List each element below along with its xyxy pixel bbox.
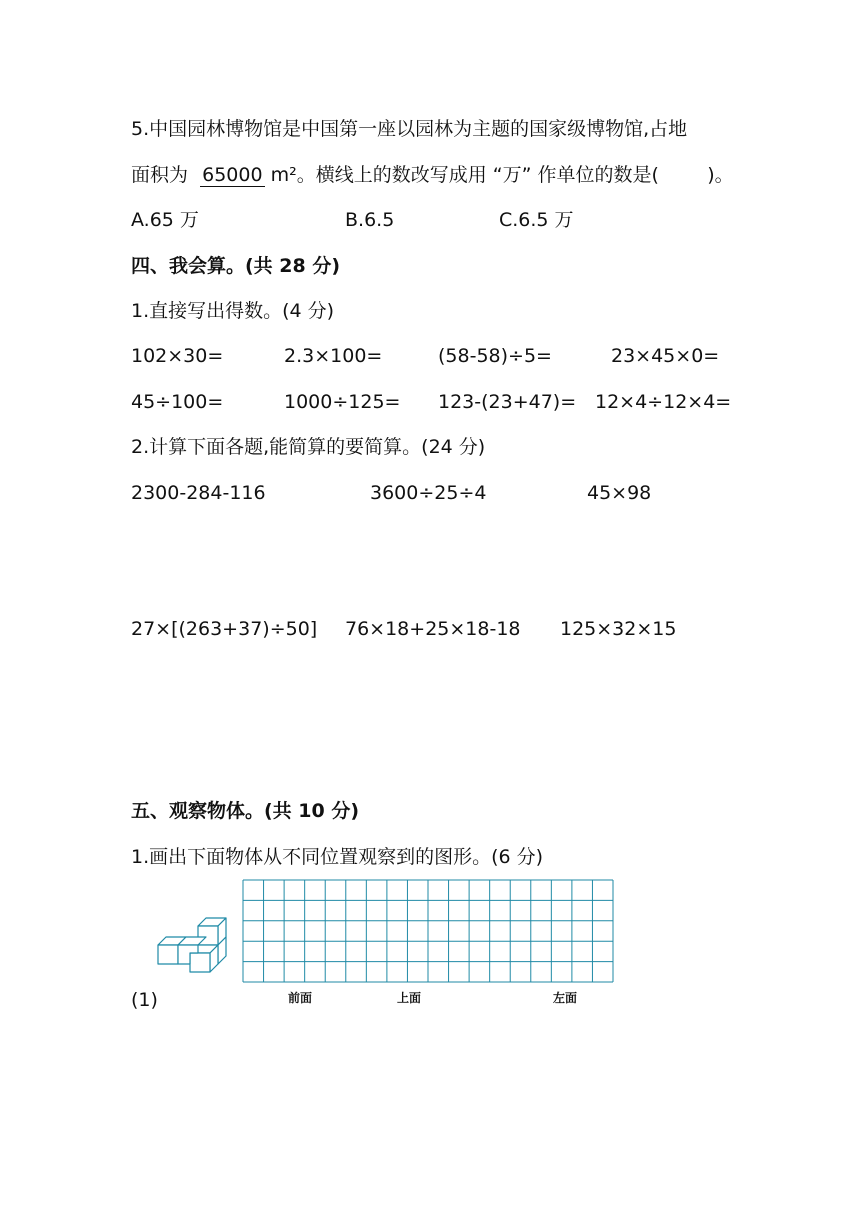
q5-answer-blank[interactable] <box>659 164 707 186</box>
calc-item: 2.3×100= <box>284 345 383 367</box>
calc-item: 102×30= <box>131 345 224 367</box>
grid-label-left: 左面 <box>553 991 578 1005</box>
calc-item: 45×98 <box>587 482 652 504</box>
section5-heading: 五、观察物体。(共 10 分) <box>131 800 360 822</box>
section4-q2-title: 2.计算下面各题,能简算的要简算。(24 分) <box>131 436 486 458</box>
section5-q1-title: 1.画出下面物体从不同位置观察到的图形。(6 分) <box>131 846 544 868</box>
calc-item: 123-(23+47)= <box>438 391 577 413</box>
calc-item: 45÷100= <box>131 391 224 413</box>
cube-figure <box>150 915 230 977</box>
q5-line1: 5.中国园林博物馆是中国第一座以园林为主题的国家级博物馆,占地 <box>131 118 688 140</box>
calc-item: (58-58)÷5= <box>438 345 552 367</box>
q5-option-b[interactable]: B.6.5 <box>345 209 395 231</box>
calc-item: 27×[(263+37)÷50] <box>131 618 318 640</box>
sub-question-label: (1) <box>131 989 158 1011</box>
q5-prefix: 面积为 <box>131 164 189 186</box>
calc-item: 12×4÷12×4= <box>595 391 732 413</box>
section4-q1-title: 1.直接写出得数。(4 分) <box>131 300 335 322</box>
calc-item: 3600÷25÷4 <box>370 482 487 504</box>
calc-item: 1000÷125= <box>284 391 401 413</box>
q5-unit: m²。横线上的数改写成用 “万” 作单位的数是( <box>264 164 659 186</box>
q5-underlined-value: 65000 <box>202 164 263 186</box>
calc-item: 76×18+25×18-18 <box>345 618 521 640</box>
q5-option-c[interactable]: C.6.5 万 <box>499 209 574 231</box>
q5-line2 <box>131 163 734 187</box>
q5-option-a[interactable]: A.65 万 <box>131 209 199 231</box>
grid-label-top: 上面 <box>397 991 422 1005</box>
calc-item: 125×32×15 <box>560 618 677 640</box>
drawing-grid[interactable] <box>242 879 614 983</box>
q5-suffix: )。 <box>707 164 734 186</box>
calc-item: 2300-284-116 <box>131 482 266 504</box>
calc-item: 23×45×0= <box>611 345 720 367</box>
grid-label-front: 前面 <box>288 991 313 1005</box>
section4-heading: 四、我会算。(共 28 分) <box>131 255 341 277</box>
